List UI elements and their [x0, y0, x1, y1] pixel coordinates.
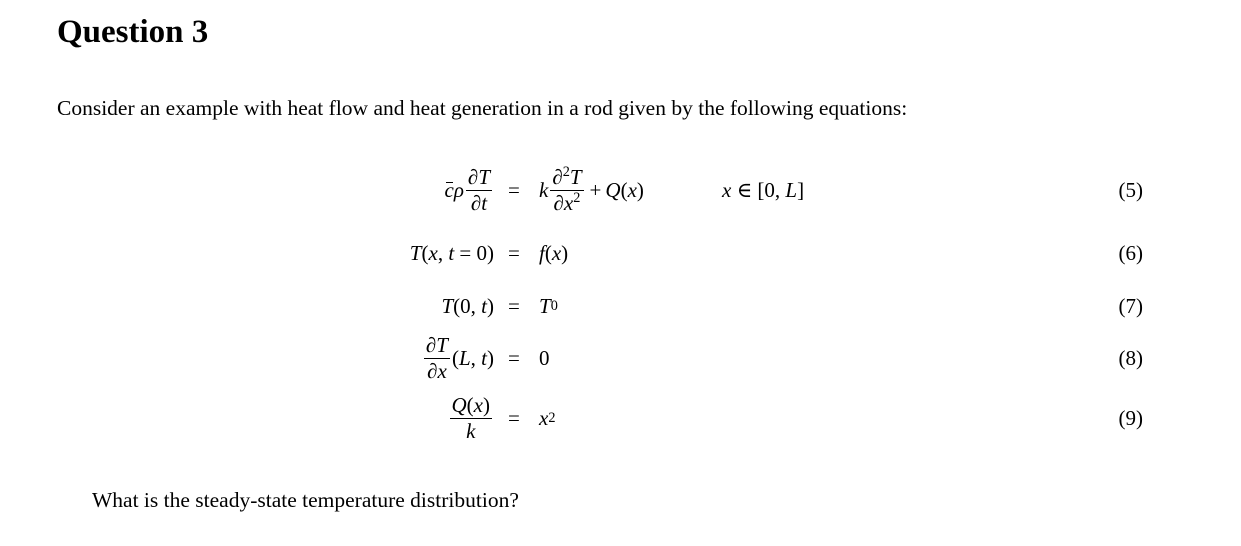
equation-5-lhs: c ρ $\frac{\partial T}{\partial t}$ — [444, 165, 490, 215]
dT-dx-fraction: $\frac{\partial T}{\partial x}$ — [425, 333, 448, 383]
d2T-dx2-fraction: $\frac{\partial^2T}{\partial x^2}$ — [552, 164, 582, 215]
equals-sign: = — [508, 240, 520, 265]
equation-5 — [0, 160, 1241, 220]
equation-number: (7) — [1118, 293, 1143, 318]
equals-sign: = — [508, 405, 520, 430]
equation-5-rhs: k $\frac{\partial^2T}{\partial x^2}$ + Q ( x ) — [539, 164, 644, 215]
Q-over-k-fraction: $\frac{Q(x)}{k}$ — [451, 393, 490, 443]
equation-number: (8) — [1118, 345, 1143, 370]
equation-9-rhs: x 2 — [539, 405, 556, 430]
equation-6 — [0, 223, 1241, 283]
equation-7-lhs: T (0, t ) — [441, 293, 494, 318]
dT-dt-fraction: $\frac{\partial T}{\partial t}$ — [467, 165, 490, 215]
equals-sign: = — [508, 345, 520, 370]
equation-8-rhs: 0 — [539, 345, 550, 370]
equation-7-rhs: T 0 — [539, 293, 558, 318]
equals-sign: = — [508, 293, 520, 318]
equation-8-lhs: $\frac{\partial T}{\partial x}$ ( L , t ) — [425, 333, 494, 383]
equals-sign: = — [508, 177, 520, 202]
equation-6-rhs: f ( x ) — [539, 240, 569, 265]
equation-number: (6) — [1118, 240, 1143, 265]
equation-7 — [0, 276, 1241, 336]
equation-5-domain: x ∈ [0, L ] — [722, 177, 805, 202]
intro-paragraph: Consider an example with heat flow and heat generation in a rod given by the following equations: — [57, 96, 908, 120]
question-heading: Question 3 — [57, 14, 209, 50]
question-prompt: What is the steady-state temperature distribution? — [92, 488, 519, 512]
equation-9-lhs — [448, 388, 495, 448]
equation-8 — [0, 328, 1241, 388]
equation-9 — [0, 388, 1241, 448]
equation-number: (9) — [1118, 405, 1143, 430]
equation-number: (5) — [1118, 177, 1143, 202]
equation-6-lhs: T ( x , t = 0) — [409, 240, 494, 265]
